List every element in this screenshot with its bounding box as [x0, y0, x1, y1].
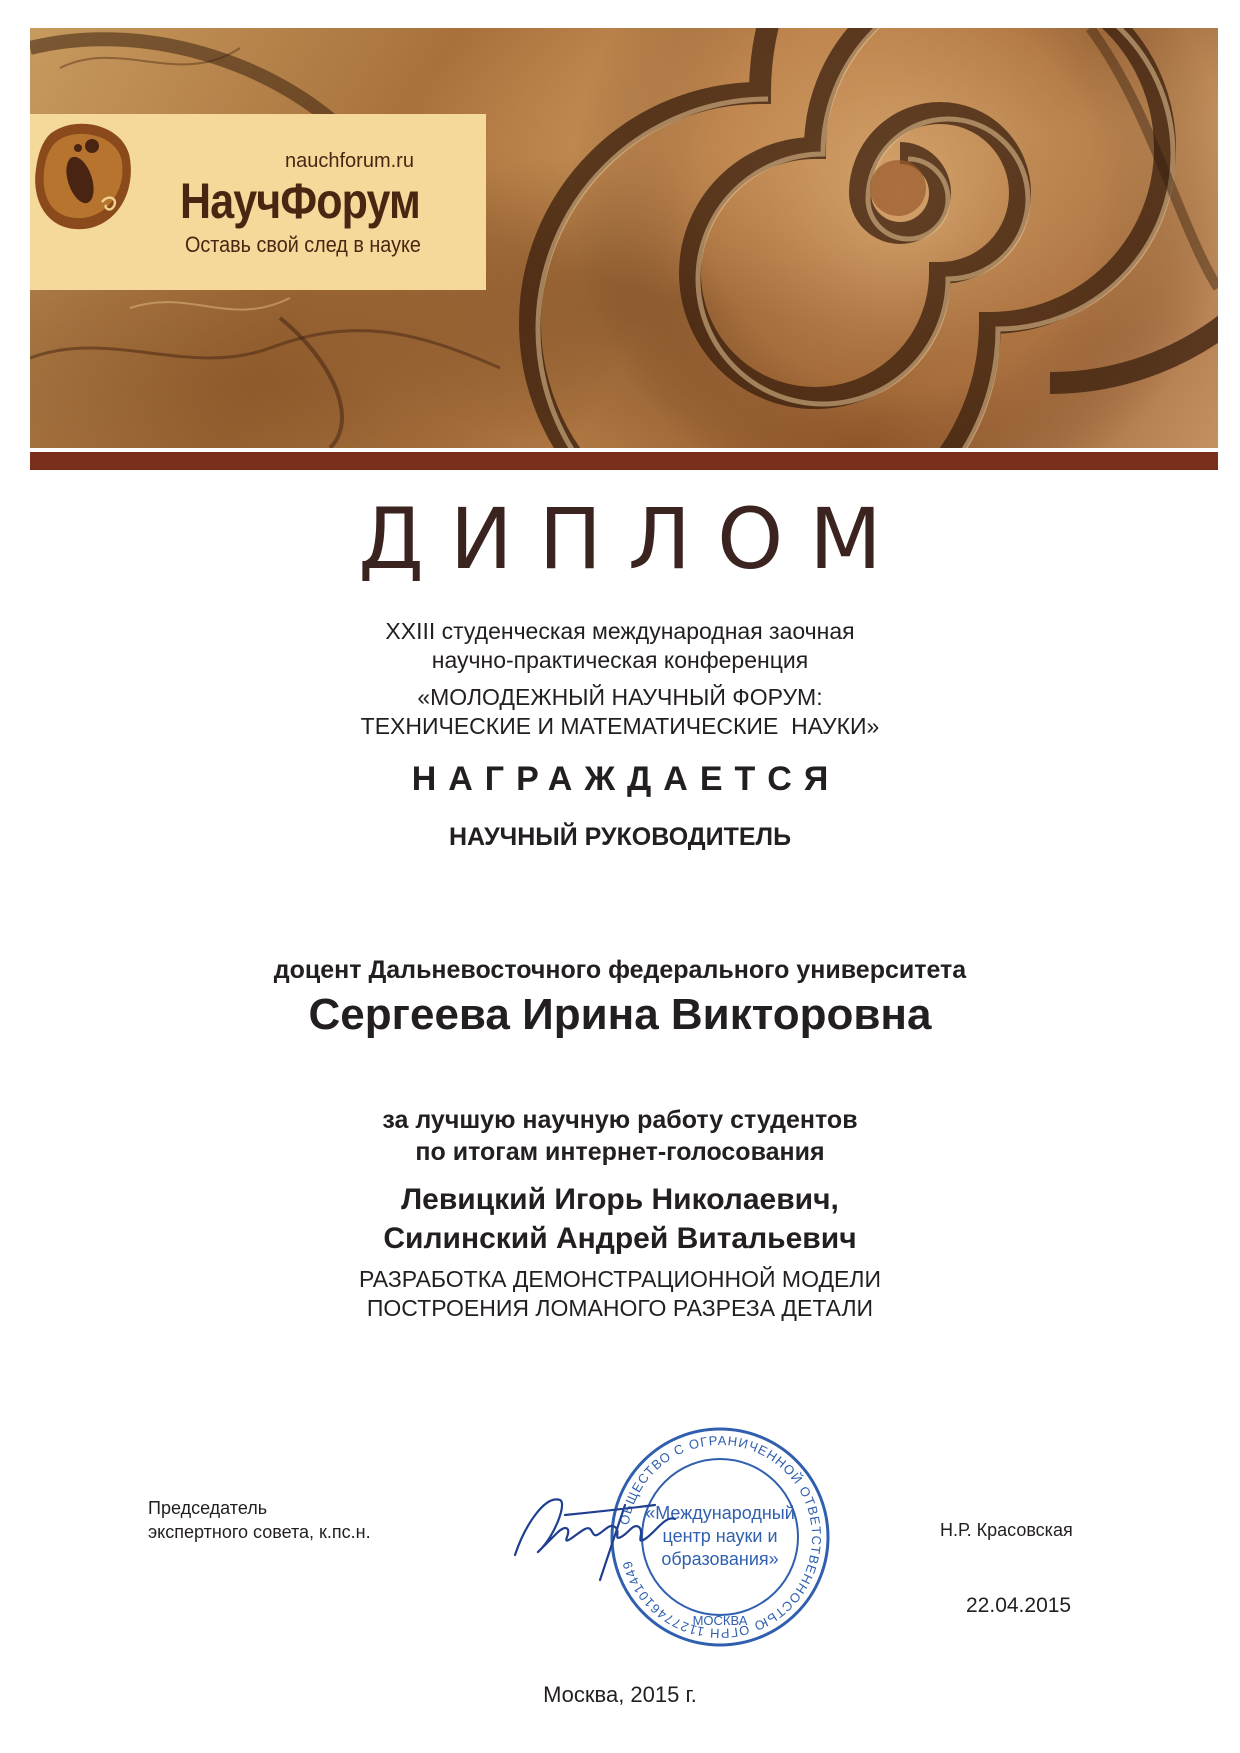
- stamp-ring-text: ОБЩЕСТВО С ОГРАНИЧЕННОЙ ОТВЕТСТВЕННОСТЬЮ ОГРН 1127746101449: [616, 1432, 825, 1642]
- stamp-center-line-1: «Международный: [645, 1503, 795, 1523]
- award-reason-line-1: за лучшую научную работу студентов: [382, 1106, 858, 1134]
- award-reason-line-2: по итогам интернет-голосования: [415, 1138, 825, 1166]
- city-year: Москва, 2015 г.: [543, 1682, 697, 1707]
- conference-line-1: XXIII студенческая международная заочная: [385, 618, 855, 644]
- student-name-1: Левицкий Игорь Николаевич,: [401, 1183, 839, 1216]
- recipient-position: доцент Дальневосточного федерального университета: [273, 956, 967, 984]
- chair-signature: [505, 1475, 695, 1585]
- awarded-heading: НАГРАЖДАЕТСЯ: [411, 760, 841, 798]
- logo-slogan: Оставь свой след в науке: [185, 232, 421, 257]
- logo-url: nauchforum.ru: [285, 150, 414, 172]
- student-name-2: Силинский Андрей Витальевич: [383, 1222, 857, 1255]
- conference-line-2: научно-практическая конференция: [431, 647, 809, 673]
- stamp-center-line-3: образования»: [661, 1549, 779, 1569]
- recipient-name: Сергеева Ирина Викторовна: [308, 990, 932, 1039]
- logo-panel: [30, 114, 486, 290]
- chair-name: Н.Р. Красовская: [940, 1520, 1073, 1540]
- work-title-line-1: РАЗРАБОТКА ДЕМОНСТРАЦИОННОЙ МОДЕЛИ: [359, 1266, 881, 1292]
- header-banner: [30, 28, 1218, 448]
- work-title-line-2: ПОСТРОЕНИЯ ЛОМАНОГО РАЗРЕЗА ДЕТАЛИ: [366, 1295, 874, 1321]
- issue-date: 22.04.2015: [966, 1594, 1072, 1617]
- stamp-center-line-2: центр науки и: [662, 1526, 778, 1546]
- recipient-role: НАУЧНЫЙ РУКОВОДИТЕЛЬ: [448, 823, 792, 851]
- footprint-logo-icon: [30, 114, 140, 234]
- conference-line-3: «МОЛОДЕЖНЫЙ НАУЧНЫЙ ФОРУМ:: [417, 684, 823, 710]
- logo-name: НаучФорум: [180, 173, 420, 229]
- chair-title-line-1: Председатель: [148, 1498, 268, 1518]
- chair-title: [148, 1496, 371, 1544]
- banner-divider: [30, 452, 1218, 470]
- diploma-title: ДИПЛОМ: [358, 490, 908, 588]
- stamp-city-text: МОСКВА: [692, 1613, 748, 1628]
- conference-line-4: ТЕХНИЧЕСКИЕ И МАТЕМАТИЧЕСКИЕ НАУКИ»: [360, 713, 880, 739]
- chair-title-line-2: экспертного совета, к.пс.н.: [148, 1522, 371, 1542]
